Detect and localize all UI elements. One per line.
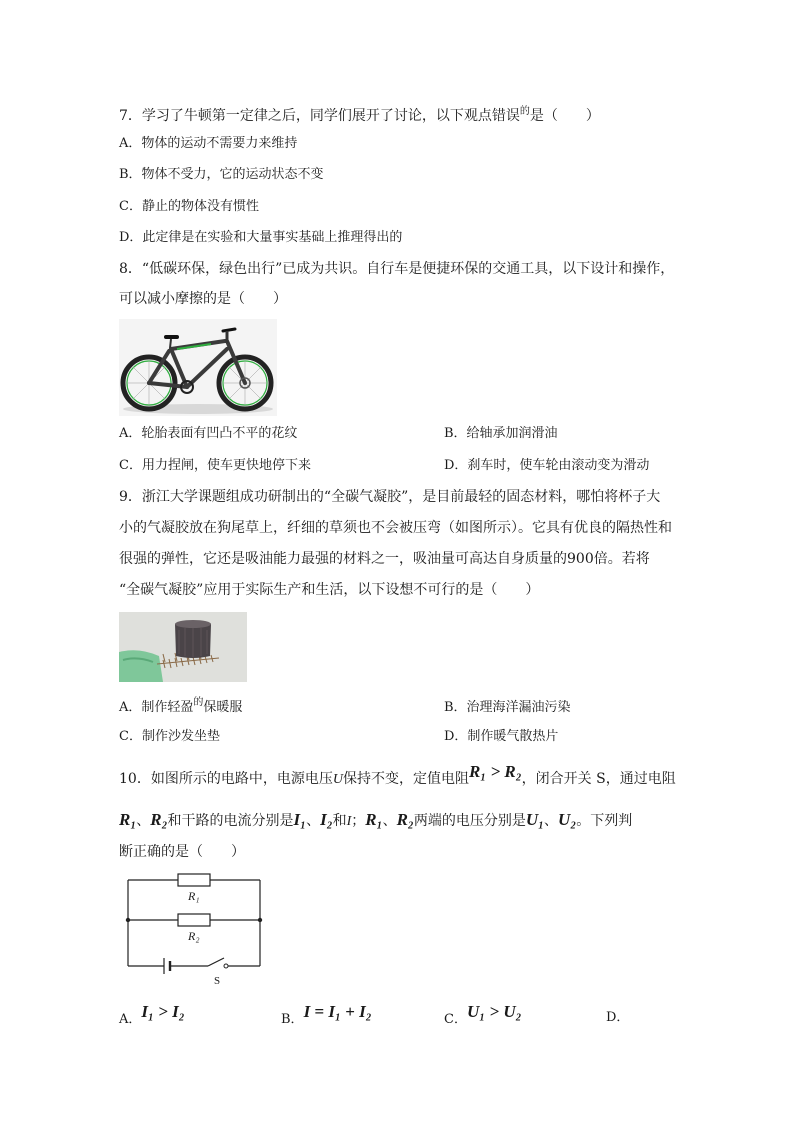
q10-stem-line1: 10．如图所示的电路中，电源电压U保持不变，定值电阻R₁ > R₂，闭合开关 S，通过电阻 <box>119 762 676 787</box>
q10-option-d: D． <box>606 1010 630 1025</box>
q9-stem-line3: 很强的弹性，它还是吸油能力最强的材料之一，吸油量可高达自身质量的900倍。若将 <box>119 551 650 567</box>
q9-option-a: A．制作轻盈$^的$保暖服 <box>119 697 243 715</box>
q7-option-c: C．静止的物体没有惯性 <box>119 199 259 214</box>
q8-option-a: A．轮胎表面有凹凸不平的花纹 <box>119 426 298 441</box>
q10-stem-line3: 断正确的是（ ） <box>119 844 245 860</box>
aerogel-image <box>119 612 247 682</box>
circuit-label-switch: S <box>214 975 221 987</box>
q9-option-b: B．治理海洋漏油污染 <box>444 700 571 715</box>
q9-stem-line2: 小的气凝胶放在狗尾草上，纤细的草须也不会被压弯（如图所示）。它具有优良的隔热性和 <box>119 520 672 536</box>
bicycle-image <box>119 319 277 416</box>
q10-stem-line2: R₁、R₂和干路的电流分别是I₁、I₂和I；R₁、R₂两端的电压分别是U₁、U₂。下列判 <box>119 810 633 829</box>
q7-stem: 7．学习了牛顿第一定律之后，同学们展开了讨论，以下观点错误$^的$是（ ） <box>119 106 600 124</box>
q7-option-a: A．物体的运动不需要力来维持 <box>119 136 298 151</box>
q10-option-b: B．I = I₁ + I₂ <box>281 1002 372 1027</box>
q7-option-b: B．物体不受力，它的运动状态不变 <box>119 167 324 182</box>
q8-option-d: D．刹车时，使车轮由滚动变为滑动 <box>444 458 650 473</box>
q10-option-a: A．I₁ > I₂ <box>119 1002 185 1027</box>
q9-option-d: D．制作暖气散热片 <box>444 729 559 744</box>
circuit-label-r2: R₂ <box>188 929 200 943</box>
q10-option-c: C．U₁ > U₂ <box>444 1002 522 1027</box>
q9-stem-line4: “全碳气凝胶”应用于实际生产和生活，以下设想不可行的是（ ） <box>119 582 540 598</box>
q8-stem-line1: 8．“低碳环保，绿色出行”已成为共识。自行车是便捷环保的交通工具，以下设计和操作， <box>119 261 675 277</box>
q9-stem-line1: 9．浙江大学课题组成功研制出的“全碳气凝胶”，是目前最轻的固态材料，哪怕将杯子大 <box>119 489 661 505</box>
circuit-label-r1: R₁ <box>188 889 200 903</box>
q8-option-c: C．用力捏闸，使车更快地停下来 <box>119 458 311 473</box>
q8-stem-line2: 可以减小摩擦的是（ ） <box>119 291 287 307</box>
circuit-diagram <box>122 868 268 990</box>
q9-option-c: C．制作沙发坐垫 <box>119 729 220 744</box>
q7-option-d: D．此定律是在实验和大量事实基础上推理得出的 <box>119 230 403 245</box>
q8-option-b: B．给轴承加润滑油 <box>444 426 558 441</box>
